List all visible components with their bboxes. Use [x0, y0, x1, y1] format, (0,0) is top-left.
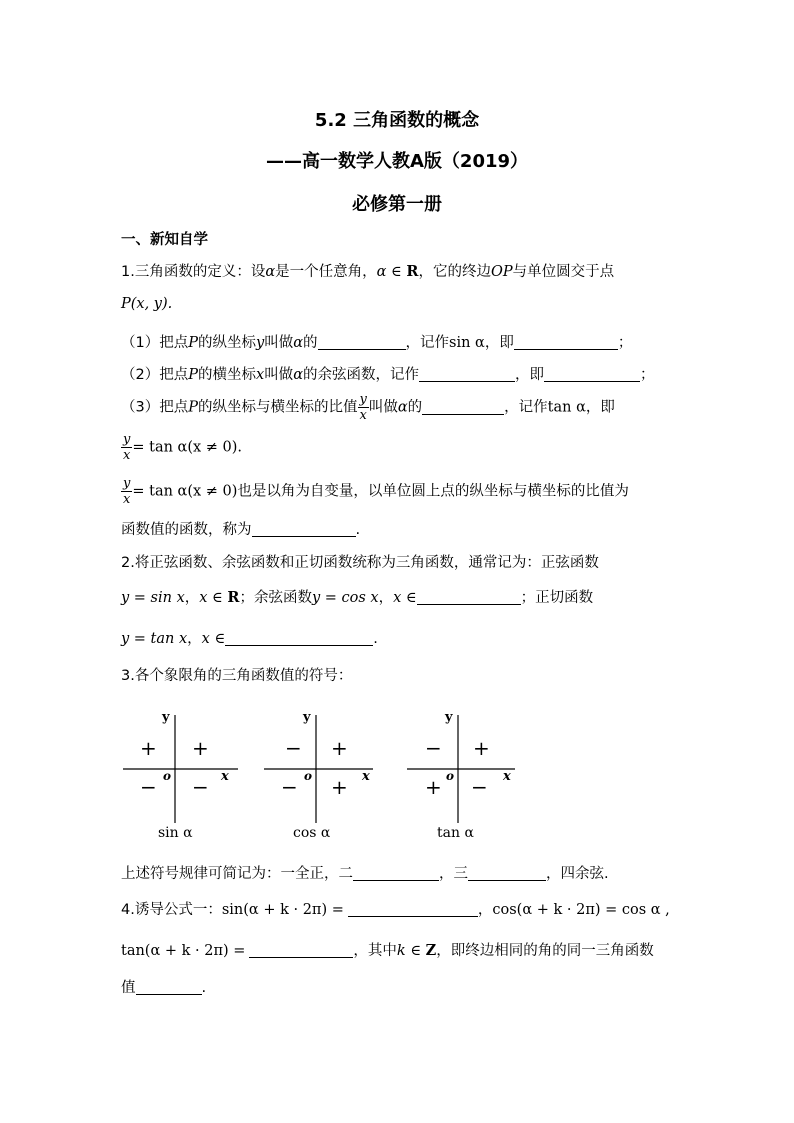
text: 叫做: [264, 335, 294, 351]
blank-2a[interactable]: [419, 367, 515, 382]
question-1: [121, 331, 632, 352]
sin-function: y = sin x: [121, 590, 185, 606]
quadrant-1-sign: +: [331, 736, 348, 760]
alpha-symbol: α: [397, 399, 408, 416]
text: ，: [184, 590, 200, 606]
text: （2）把点: [121, 367, 189, 383]
text: ；余弦函数: [239, 590, 312, 606]
paragraph-2: 2.将正弦函数、余弦函数和正切函数统称为三角函数，通常记为：正弦函数: [121, 555, 599, 571]
blank-1a[interactable]: [318, 335, 406, 350]
sign-rule: [121, 862, 609, 883]
text: .: [201, 980, 207, 996]
induction-formula-line-2: [121, 939, 654, 960]
cos-formula: cos(α + k · 2π) = cos α ,: [492, 902, 670, 918]
text: 的横坐标: [198, 367, 256, 383]
cos-function: y = cos x: [311, 590, 379, 606]
tan-function: y = tan x: [121, 631, 188, 647]
text: ，即: [484, 335, 514, 351]
text: 叫做: [264, 367, 294, 383]
y-label: y: [445, 710, 453, 725]
text: 与单位圆交于点: [512, 264, 615, 280]
induction-formula-line-3: [121, 976, 206, 997]
quadrant-3-sign: −: [281, 775, 298, 799]
text: ，: [477, 902, 493, 918]
y-label: y: [162, 710, 170, 725]
paragraph-2-line-3: [121, 627, 378, 648]
section-heading: 一、新知自学: [121, 232, 208, 248]
text: ，三: [439, 866, 468, 882]
blank-3a[interactable]: [422, 400, 504, 415]
text: 是一个任意角，: [275, 264, 377, 280]
text: ，即终边相同的角的同一三角函数: [436, 943, 654, 959]
p-symbol: P: [188, 335, 198, 351]
real-set-symbol: R: [227, 589, 240, 606]
origin-label: o: [163, 769, 172, 783]
question-3: [121, 392, 615, 423]
blank-2b[interactable]: [544, 367, 640, 382]
tan-formula: tan(α + k · 2π) =: [121, 943, 246, 959]
text: ，它的终边: [418, 264, 491, 280]
quadrant-3-sign: +: [425, 775, 442, 799]
paragraph-3: 3.各个象限角的三角函数值的符号：: [121, 668, 353, 684]
origin-label: o: [446, 769, 455, 783]
sin-formula: sin(α + k · 2π) =: [221, 902, 344, 918]
point-p: P(x, y).: [121, 296, 173, 312]
text: 的余弦函数，记作: [302, 367, 419, 383]
y-over-x-fraction: [358, 392, 369, 423]
definition-paragraph: [121, 260, 614, 281]
text: ，其中: [353, 943, 397, 959]
quadrant-2-sign: −: [285, 736, 302, 760]
y-label: y: [303, 710, 311, 725]
p-symbol: P: [188, 367, 198, 383]
integer-set-symbol: Z: [425, 942, 437, 959]
blank-1b[interactable]: [514, 335, 618, 350]
text: .: [373, 631, 378, 647]
op-symbol: OP: [490, 264, 513, 280]
text: ；: [639, 367, 655, 383]
text: ；正切函数: [520, 590, 594, 606]
real-set-symbol: R: [406, 263, 419, 280]
k-in: k ∈: [396, 943, 426, 959]
blank-value[interactable]: [136, 980, 202, 995]
blank-tan-formula[interactable]: [249, 943, 353, 958]
blank-sin-formula[interactable]: [348, 902, 478, 917]
text: ，记作: [504, 399, 548, 416]
tan-alpha: tan α: [547, 399, 586, 416]
quadrant-3-sign: −: [140, 775, 157, 799]
text: 的纵坐标: [198, 335, 256, 351]
quadrant-1-sign: +: [192, 736, 209, 760]
tangent-definition-cont: [121, 518, 360, 539]
text: .: [355, 522, 361, 538]
y-over-x-fraction: [121, 476, 132, 507]
alpha-in: α ∈: [376, 264, 407, 280]
text: （1）把点: [121, 335, 189, 351]
text: 函数值的函数，称为: [121, 522, 252, 538]
fraction-numerator: y: [123, 432, 131, 447]
diagram-label: cos α: [293, 825, 331, 841]
paragraph-2-line-2: [121, 586, 593, 607]
fraction-numerator: y: [123, 476, 131, 491]
x-label: x: [362, 769, 370, 784]
point-p-line: [121, 296, 172, 312]
text: ，: [378, 590, 394, 606]
x-symbol: x: [256, 367, 265, 383]
text: 上述符号规律可简记为：一全正，二: [121, 866, 353, 882]
quadrant-4-sign: +: [331, 775, 348, 799]
y-over-x-fraction: [121, 432, 132, 463]
diagram-label: sin α: [158, 825, 193, 841]
blank-quadrant-2[interactable]: [353, 866, 439, 881]
text: ，四余弦.: [546, 866, 609, 882]
tan-sign-diagram: [407, 710, 515, 841]
induction-formula: [121, 898, 670, 919]
text: 值: [121, 980, 136, 996]
p-symbol: P: [188, 399, 198, 416]
x-label: x: [221, 769, 229, 784]
text: ，即: [514, 367, 544, 383]
fraction-denominator: x: [359, 408, 367, 423]
fraction-numerator: y: [359, 392, 367, 407]
diagram-label: tan α: [437, 825, 474, 841]
text: ，: [187, 631, 202, 647]
text: ，记作: [405, 335, 449, 351]
tangent-definition: [121, 476, 629, 507]
sin-alpha: sin α: [449, 335, 485, 351]
blank-tan-domain[interactable]: [225, 631, 373, 646]
title-line-1: 5.2 三角函数的概念: [314, 110, 480, 131]
x-in: x ∈: [199, 590, 228, 606]
quadrant-4-sign: −: [471, 775, 488, 799]
x-label: x: [503, 769, 511, 784]
fraction-denominator: x: [123, 492, 131, 507]
alpha-symbol: α: [293, 335, 303, 351]
text: 4.诱导公式一：: [121, 902, 222, 918]
blank-4[interactable]: [252, 522, 356, 537]
sin-sign-diagram: [123, 710, 238, 841]
sign-diagrams: [120, 705, 520, 845]
y-symbol: y: [256, 335, 265, 351]
cos-sign-diagram: [264, 710, 373, 841]
quadrant-2-sign: −: [425, 736, 442, 760]
text: 的纵坐标与横坐标的比值: [198, 399, 358, 416]
blank-cos-domain[interactable]: [417, 590, 521, 605]
tan-formula: = tan α(x ≠ 0): [132, 483, 238, 500]
text: ，即: [585, 399, 615, 416]
quadrant-2-sign: +: [140, 736, 157, 760]
question-2: [121, 363, 654, 384]
text: 也是以角为自变量，以单位圆上点的纵坐标与横坐标的比值为: [237, 483, 629, 500]
quadrant-4-sign: −: [192, 775, 209, 799]
question-3-formula: [121, 432, 242, 463]
fraction-denominator: x: [123, 448, 131, 463]
text: （3）把点: [121, 399, 189, 416]
blank-quadrant-3[interactable]: [468, 866, 546, 881]
alpha-symbol: α: [293, 367, 303, 383]
x-in: x ∈: [201, 631, 226, 647]
text: ；: [617, 335, 633, 351]
quadrant-1-sign: +: [473, 736, 490, 760]
title-line-2: ——高一数学人教A版（2019）: [265, 151, 529, 172]
text: 1.三角函数的定义：设: [121, 264, 266, 280]
tan-formula: = tan α(x ≠ 0).: [132, 439, 243, 456]
title-line-3: 必修第一册: [352, 194, 442, 215]
x-in: x ∈: [393, 590, 417, 606]
alpha-symbol: α: [265, 264, 276, 280]
text: 的: [303, 335, 318, 351]
origin-label: o: [304, 769, 313, 783]
text: 叫做: [368, 399, 398, 416]
text: 的: [407, 399, 423, 416]
